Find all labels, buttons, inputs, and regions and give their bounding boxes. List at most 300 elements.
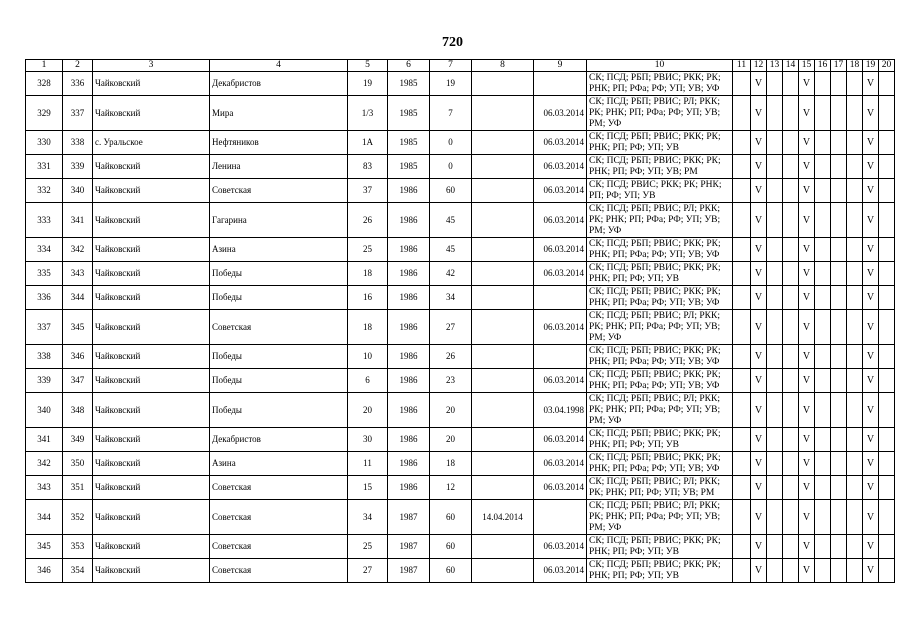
col-15-mark: V — [799, 286, 815, 310]
col-16 — [815, 345, 831, 369]
col-9-date — [534, 286, 587, 310]
col-19-mark: V — [863, 238, 879, 262]
col-14 — [783, 286, 799, 310]
settlement: Чайковский — [93, 72, 210, 96]
col-18 — [847, 428, 863, 452]
col-16 — [815, 155, 831, 179]
col-11 — [733, 393, 751, 428]
column-header-1: 1 — [26, 60, 63, 72]
table-row — [26, 476, 895, 500]
col-19-mark: V — [863, 393, 879, 428]
col-18 — [847, 393, 863, 428]
settlement: Чайковский — [93, 476, 210, 500]
element-codes: СК; ПСД; РБП; РВИС; РКК; РК; РНК; РП; РФ; УП; УВ — [587, 535, 733, 559]
table-row — [26, 179, 895, 203]
col-8-date — [472, 286, 534, 310]
col-16 — [815, 310, 831, 345]
col-9-date: 06.03.2014 — [534, 179, 587, 203]
col-12-mark: V — [751, 286, 767, 310]
col-11 — [733, 500, 751, 535]
col-18 — [847, 203, 863, 238]
settlement: с. Уральское — [93, 131, 210, 155]
col-11 — [733, 476, 751, 500]
year-built: 1986 — [388, 428, 430, 452]
col-13 — [767, 179, 783, 203]
col-19-mark: V — [863, 72, 879, 96]
street: Азина — [210, 238, 348, 262]
col-20 — [879, 179, 895, 203]
street: Нефтяников — [210, 131, 348, 155]
col-11 — [733, 428, 751, 452]
year-built: 1987 — [388, 535, 430, 559]
street: Советская — [210, 535, 348, 559]
settlement: Чайковский — [93, 428, 210, 452]
col-13 — [767, 131, 783, 155]
col-13 — [767, 476, 783, 500]
object-number: 342 — [63, 238, 93, 262]
street: Декабристов — [210, 428, 348, 452]
col-7-value: 27 — [430, 310, 472, 345]
col-20 — [879, 559, 895, 583]
street: Победы — [210, 286, 348, 310]
col-12-mark: V — [751, 476, 767, 500]
house-number: 15 — [348, 476, 388, 500]
col-11 — [733, 535, 751, 559]
column-header-17: 17 — [831, 60, 847, 72]
year-built: 1985 — [388, 155, 430, 179]
col-16 — [815, 286, 831, 310]
house-number: 6 — [348, 369, 388, 393]
object-number: 336 — [63, 72, 93, 96]
column-header-19: 19 — [863, 60, 879, 72]
col-20 — [879, 203, 895, 238]
year-built: 1986 — [388, 310, 430, 345]
col-15-mark: V — [799, 310, 815, 345]
object-number: 349 — [63, 428, 93, 452]
object-number: 346 — [63, 345, 93, 369]
object-number: 350 — [63, 452, 93, 476]
col-16 — [815, 262, 831, 286]
col-7-value: 45 — [430, 238, 472, 262]
col-17 — [831, 476, 847, 500]
col-9-date: 06.03.2014 — [534, 535, 587, 559]
object-number: 338 — [63, 131, 93, 155]
col-11 — [733, 155, 751, 179]
year-built: 1985 — [388, 96, 430, 131]
element-codes: СК; ПСД; РБП; РВИС; РКК; РК; РНК; РП; РФ; УП; УВ — [587, 262, 733, 286]
col-20 — [879, 500, 895, 535]
col-9-date — [534, 345, 587, 369]
col-16 — [815, 393, 831, 428]
col-13 — [767, 345, 783, 369]
settlement: Чайковский — [93, 238, 210, 262]
col-13 — [767, 452, 783, 476]
col-7-value: 60 — [430, 535, 472, 559]
column-header-13: 13 — [767, 60, 783, 72]
col-11 — [733, 345, 751, 369]
col-15-mark: V — [799, 559, 815, 583]
col-16 — [815, 131, 831, 155]
col-17 — [831, 72, 847, 96]
col-19-mark: V — [863, 500, 879, 535]
table-row — [26, 500, 895, 535]
row-number: 334 — [26, 238, 63, 262]
col-19-mark: V — [863, 262, 879, 286]
settlement: Чайковский — [93, 262, 210, 286]
col-9-date: 06.03.2014 — [534, 96, 587, 131]
col-15-mark: V — [799, 155, 815, 179]
year-built: 1986 — [388, 286, 430, 310]
col-15-mark: V — [799, 203, 815, 238]
house-number: 34 — [348, 500, 388, 535]
object-number: 348 — [63, 393, 93, 428]
element-codes: СК; ПСД; РБП; РВИС; РКК; РК; РНК; РП; РФ; УП; УВ; РМ — [587, 155, 733, 179]
column-header-3: 3 — [93, 60, 210, 72]
col-17 — [831, 238, 847, 262]
col-8-date — [472, 203, 534, 238]
col-8-date — [472, 155, 534, 179]
col-19-mark: V — [863, 559, 879, 583]
row-number: 330 — [26, 131, 63, 155]
year-built: 1985 — [388, 72, 430, 96]
element-codes: СК; ПСД; РБП; РВИС; РКК; РК; РНК; РП; РФа; РФ; УП; УВ; УФ — [587, 286, 733, 310]
street: Победы — [210, 393, 348, 428]
col-9-date: 06.03.2014 — [534, 452, 587, 476]
row-number: 337 — [26, 310, 63, 345]
house-number: 83 — [348, 155, 388, 179]
col-14 — [783, 559, 799, 583]
street: Азина — [210, 452, 348, 476]
col-7-value: 23 — [430, 369, 472, 393]
column-header-16: 16 — [815, 60, 831, 72]
col-9-date: 06.03.2014 — [534, 310, 587, 345]
col-15-mark: V — [799, 428, 815, 452]
col-17 — [831, 452, 847, 476]
col-13 — [767, 393, 783, 428]
col-20 — [879, 452, 895, 476]
settlement: Чайковский — [93, 559, 210, 583]
house-number: 10 — [348, 345, 388, 369]
col-11 — [733, 203, 751, 238]
year-built: 1986 — [388, 203, 430, 238]
col-12-mark: V — [751, 310, 767, 345]
col-14 — [783, 96, 799, 131]
street: Гагарина — [210, 203, 348, 238]
col-20 — [879, 310, 895, 345]
col-14 — [783, 535, 799, 559]
col-9-date: 06.03.2014 — [534, 238, 587, 262]
col-9-date: 06.03.2014 — [534, 369, 587, 393]
col-9-date — [534, 500, 587, 535]
year-built: 1986 — [388, 476, 430, 500]
col-9-date — [534, 72, 587, 96]
row-number: 329 — [26, 96, 63, 131]
column-header-15: 15 — [799, 60, 815, 72]
col-8-date — [472, 559, 534, 583]
element-codes: СК; ПСД; РБП; РВИС; РЛ; РКК; РК; РНК; РП; РФа; РФ; УП; УВ; РМ; УФ — [587, 500, 733, 535]
year-built: 1986 — [388, 452, 430, 476]
row-number: 328 — [26, 72, 63, 96]
object-number: 339 — [63, 155, 93, 179]
col-9-date: 03.04.1998 — [534, 393, 587, 428]
col-13 — [767, 96, 783, 131]
house-number: 18 — [348, 310, 388, 345]
col-19-mark: V — [863, 535, 879, 559]
column-header-12: 12 — [751, 60, 767, 72]
col-19-mark: V — [863, 131, 879, 155]
col-8-date — [472, 179, 534, 203]
col-14 — [783, 310, 799, 345]
col-15-mark: V — [799, 452, 815, 476]
col-14 — [783, 179, 799, 203]
house-number: 1А — [348, 131, 388, 155]
house-number: 20 — [348, 393, 388, 428]
settlement: Чайковский — [93, 155, 210, 179]
row-number: 333 — [26, 203, 63, 238]
settlement: Чайковский — [93, 500, 210, 535]
settlement: Чайковский — [93, 179, 210, 203]
column-header-14: 14 — [783, 60, 799, 72]
settlement: Чайковский — [93, 203, 210, 238]
col-20 — [879, 96, 895, 131]
col-8-date — [472, 96, 534, 131]
object-number: 354 — [63, 559, 93, 583]
col-11 — [733, 238, 751, 262]
col-17 — [831, 155, 847, 179]
table-row — [26, 286, 895, 310]
col-15-mark: V — [799, 393, 815, 428]
house-number: 19 — [348, 72, 388, 96]
table-row — [26, 203, 895, 238]
col-7-value: 0 — [430, 155, 472, 179]
object-number: 347 — [63, 369, 93, 393]
col-11 — [733, 310, 751, 345]
col-12-mark: V — [751, 131, 767, 155]
column-header-5: 5 — [348, 60, 388, 72]
year-built: 1986 — [388, 262, 430, 286]
col-15-mark: V — [799, 238, 815, 262]
col-14 — [783, 476, 799, 500]
column-header-8: 8 — [472, 60, 534, 72]
element-codes: СК; ПСД; РБП; РВИС; РКК; РК; РНК; РП; РФ; УП; УВ — [587, 428, 733, 452]
col-8-date — [472, 452, 534, 476]
street: Советская — [210, 559, 348, 583]
col-18 — [847, 286, 863, 310]
settlement: Чайковский — [93, 369, 210, 393]
col-7-value: 60 — [430, 179, 472, 203]
col-12-mark: V — [751, 452, 767, 476]
table-row — [26, 238, 895, 262]
settlement: Чайковский — [93, 310, 210, 345]
table-row — [26, 535, 895, 559]
col-12-mark: V — [751, 262, 767, 286]
col-14 — [783, 428, 799, 452]
col-12-mark: V — [751, 428, 767, 452]
col-20 — [879, 286, 895, 310]
registry-table — [25, 59, 895, 583]
col-7-value: 34 — [430, 286, 472, 310]
element-codes: СК; ПСД; РБП; РВИС; РКК; РК; РНК; РП; РФа; РФ; УП; УВ; УФ — [587, 72, 733, 96]
row-number: 342 — [26, 452, 63, 476]
col-18 — [847, 452, 863, 476]
col-8-date — [472, 131, 534, 155]
table-row — [26, 428, 895, 452]
col-20 — [879, 369, 895, 393]
element-codes: СК; ПСД; РБП; РВИС; РЛ; РКК; РК; РНК; РП; РФа; РФ; УП; УВ; РМ; УФ — [587, 393, 733, 428]
col-18 — [847, 559, 863, 583]
year-built: 1986 — [388, 238, 430, 262]
col-19-mark: V — [863, 428, 879, 452]
col-12-mark: V — [751, 72, 767, 96]
street: Ленина — [210, 155, 348, 179]
row-number: 343 — [26, 476, 63, 500]
col-16 — [815, 179, 831, 203]
house-number: 26 — [348, 203, 388, 238]
element-codes: СК; ПСД; РБП; РВИС; РКК; РК; РНК; РП; РФ; УП; УВ — [587, 559, 733, 583]
table-row — [26, 155, 895, 179]
col-9-date: 06.03.2014 — [534, 262, 587, 286]
house-number: 11 — [348, 452, 388, 476]
settlement: Чайковский — [93, 286, 210, 310]
row-number: 341 — [26, 428, 63, 452]
col-12-mark: V — [751, 345, 767, 369]
col-7-value: 20 — [430, 393, 472, 428]
col-17 — [831, 310, 847, 345]
col-8-date: 14.04.2014 — [472, 500, 534, 535]
col-15-mark: V — [799, 96, 815, 131]
col-16 — [815, 96, 831, 131]
col-8-date — [472, 262, 534, 286]
house-number: 27 — [348, 559, 388, 583]
col-20 — [879, 345, 895, 369]
col-9-date: 06.03.2014 — [534, 428, 587, 452]
col-11 — [733, 452, 751, 476]
table-row — [26, 262, 895, 286]
col-15-mark: V — [799, 369, 815, 393]
row-number: 338 — [26, 345, 63, 369]
row-number: 335 — [26, 262, 63, 286]
element-codes: СК; ПСД; РБП; РВИС; РКК; РК; РНК; РП; РФа; РФ; УП; УВ; УФ — [587, 369, 733, 393]
table-row — [26, 559, 895, 583]
street: Декабристов — [210, 72, 348, 96]
column-header-9: 9 — [534, 60, 587, 72]
col-13 — [767, 559, 783, 583]
col-17 — [831, 262, 847, 286]
col-9-date: 06.03.2014 — [534, 131, 587, 155]
col-11 — [733, 96, 751, 131]
row-number: 331 — [26, 155, 63, 179]
col-18 — [847, 369, 863, 393]
col-15-mark: V — [799, 262, 815, 286]
col-17 — [831, 500, 847, 535]
row-number: 346 — [26, 559, 63, 583]
col-8-date — [472, 345, 534, 369]
col-15-mark: V — [799, 131, 815, 155]
row-number: 345 — [26, 535, 63, 559]
table-row — [26, 72, 895, 96]
col-17 — [831, 131, 847, 155]
col-8-date — [472, 369, 534, 393]
col-18 — [847, 262, 863, 286]
street: Советская — [210, 500, 348, 535]
col-17 — [831, 345, 847, 369]
house-number: 37 — [348, 179, 388, 203]
col-13 — [767, 500, 783, 535]
col-12-mark: V — [751, 393, 767, 428]
page-number: 720 — [442, 35, 463, 50]
table-body — [26, 72, 895, 583]
col-15-mark: V — [799, 345, 815, 369]
row-number: 339 — [26, 369, 63, 393]
col-8-date — [472, 393, 534, 428]
col-20 — [879, 476, 895, 500]
col-7-value: 19 — [430, 72, 472, 96]
col-18 — [847, 500, 863, 535]
col-12-mark: V — [751, 238, 767, 262]
col-11 — [733, 72, 751, 96]
object-number: 337 — [63, 96, 93, 131]
col-9-date: 06.03.2014 — [534, 203, 587, 238]
col-18 — [847, 310, 863, 345]
col-18 — [847, 238, 863, 262]
col-16 — [815, 238, 831, 262]
col-15-mark: V — [799, 179, 815, 203]
col-13 — [767, 262, 783, 286]
street: Победы — [210, 262, 348, 286]
col-8-date — [472, 310, 534, 345]
col-7-value: 0 — [430, 131, 472, 155]
street: Советская — [210, 476, 348, 500]
table-row — [26, 131, 895, 155]
col-18 — [847, 72, 863, 96]
col-18 — [847, 131, 863, 155]
col-16 — [815, 369, 831, 393]
object-number: 352 — [63, 500, 93, 535]
col-16 — [815, 203, 831, 238]
settlement: Чайковский — [93, 96, 210, 131]
column-header-2: 2 — [63, 60, 93, 72]
object-number: 353 — [63, 535, 93, 559]
col-7-value: 42 — [430, 262, 472, 286]
col-9-date: 06.03.2014 — [534, 476, 587, 500]
col-14 — [783, 452, 799, 476]
object-number: 341 — [63, 203, 93, 238]
col-20 — [879, 131, 895, 155]
col-11 — [733, 131, 751, 155]
col-16 — [815, 476, 831, 500]
col-20 — [879, 72, 895, 96]
col-13 — [767, 155, 783, 179]
col-19-mark: V — [863, 476, 879, 500]
col-17 — [831, 203, 847, 238]
col-12-mark: V — [751, 559, 767, 583]
column-header-4: 4 — [210, 60, 348, 72]
element-codes: СК; ПСД; РБП; РВИС; РКК; РК; РНК; РП; РФа; РФ; УП; УВ; УФ — [587, 345, 733, 369]
col-14 — [783, 345, 799, 369]
column-header-6: 6 — [388, 60, 430, 72]
col-9-date: 06.03.2014 — [534, 155, 587, 179]
col-12-mark: V — [751, 500, 767, 535]
settlement: Чайковский — [93, 345, 210, 369]
col-17 — [831, 369, 847, 393]
col-13 — [767, 310, 783, 345]
col-15-mark: V — [799, 476, 815, 500]
col-14 — [783, 369, 799, 393]
col-17 — [831, 393, 847, 428]
row-number: 344 — [26, 500, 63, 535]
col-19-mark: V — [863, 452, 879, 476]
col-8-date — [472, 535, 534, 559]
